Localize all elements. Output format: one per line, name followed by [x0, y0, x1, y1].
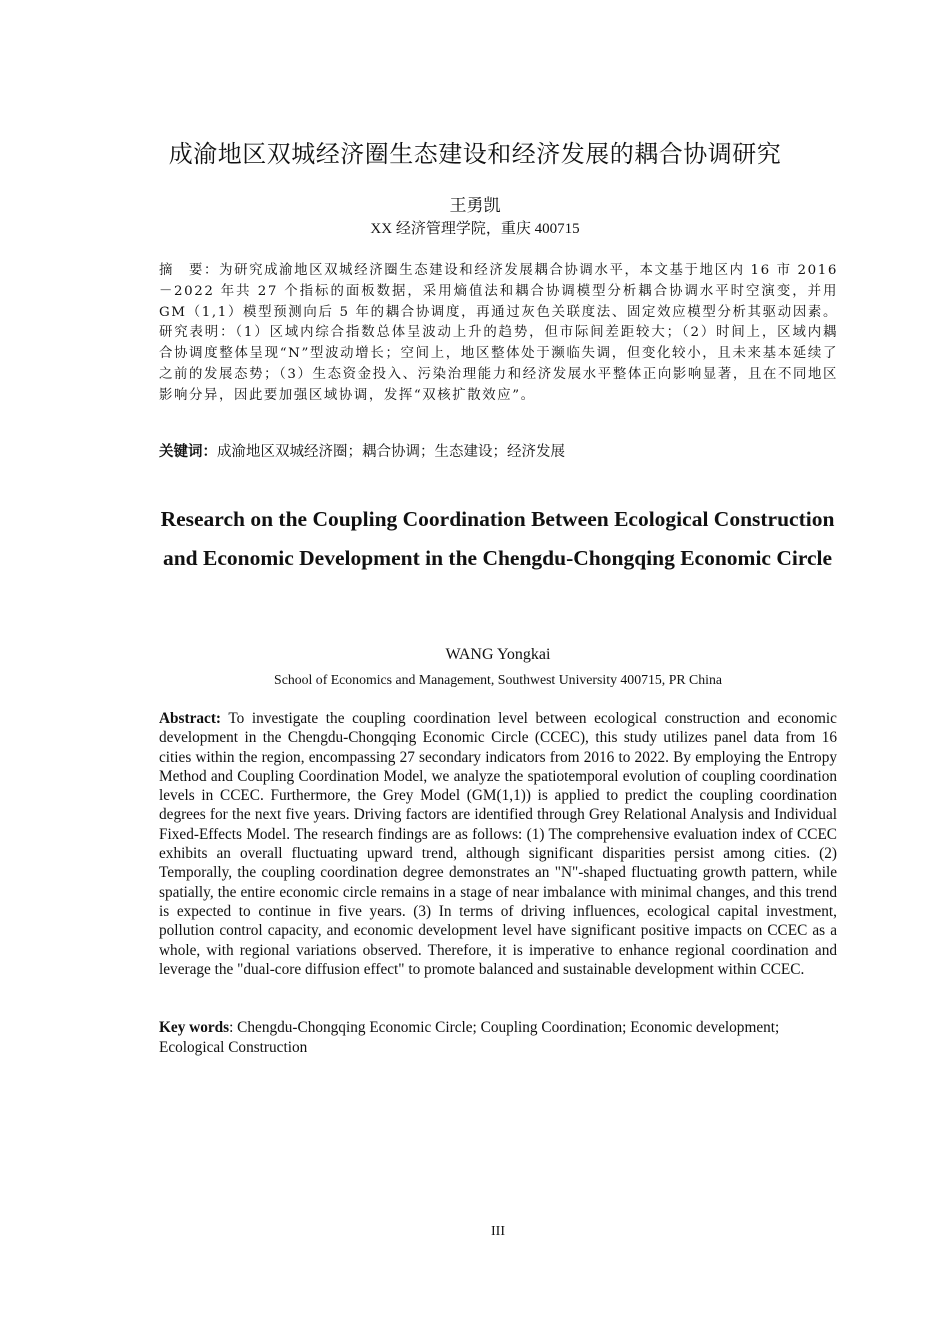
- english-title: Research on the Coupling Coordination Between Ecological Construction and Economic Development in the Chengdu-Chongqing Economic Circle: [160, 507, 835, 570]
- page-number: III: [491, 1224, 505, 1239]
- english-keywords-label: Key words: [159, 1019, 230, 1036]
- chinese-affiliation: XX 经济管理学院，重庆 400715: [370, 221, 580, 237]
- chinese-abstract-text: 为研究成渝地区双城经济圈生态建设和经济发展耦合协调水平，本文基于地区内 16 市 2016－2022 年共 27 个指标的面板数据，采用熵值法和耦合协调模型分析耦合协调水平时空演变，并用 GM（1,1）模型预测向后 5 年的耦合协调度，再通过灰色关联度法、固定效应模型分析其驱动因素。研究表明：（1）区域内综合指数总体呈波动上升的趋势，但市际间差距较大；（2）时间上，区域内耦合协调度整体呈现“N”型波动增长；空间上，地区整体处于濒临失调，但变化较小，且未来基本延续了之前的发展态势；（3）生态资金投入、污染治理能力和经济发展水平整体正向影响显著，且在不同地区影响分异，因此要加强区域协调，发挥“双核扩散效应”。: [159, 263, 838, 403]
- english-abstract-text: To investigate the coupling coordination level between ecological construction and economic development in the Chengdu-Chongqing Economic Circle (CCEC), this study utilizes panel data from 16 cities within the region, encompassing 27 secondary indicators from 2016 to 2022. By employing the Entropy Method and Coupling Coordination Model, we analyze the spatiotemporal evolution of coupling coordination levels in CCEC. Furthermore, the Grey Model (GM(1,1)) is applied to predict the coupling coordination degrees for the next five years. Driving factors are identified through Grey Relational Analysis and Individual Fixed-Effects Model. The research findings are as follows: (1) The comprehensive evaluation index of CCEC exhibits an overall fluctuating upward trend, although significant disparities persist among cities. (2) Temporally, the coupling coordination degree demonstrates an "N"-shaped fluctuating growth pattern, while spatially, the entire economic circle remains in a stage of near imbalance with minimal changes, and this trend is expected to continue in five years. (3) In terms of driving influences, ecological capital investment, pollution control capacity, and economic development level have significant positive impacts on CCEC as a whole, with regional variations observed. Therefore, it is imperative to enhance regional coordination and leverage the "dual-core diffusion effect" to promote balanced and sustainable development within CCEC.: [159, 710, 837, 978]
- chinese-title: 成渝地区双城经济圈生态建设和经济发展的耦合协调研究: [168, 140, 782, 168]
- english-abstract: [159, 709, 837, 979]
- chinese-author: 王勇凯: [449, 196, 501, 216]
- english-keywords: [159, 1018, 839, 1057]
- english-author: WANG Yongkai: [445, 646, 551, 663]
- english-keywords-text: : Chengdu-Chongqing Economic Circle; Coupling Coordination; Economic development; Ecological Construction: [159, 1019, 780, 1056]
- chinese-keywords-label: 关键词：: [159, 444, 217, 460]
- english-affiliation: School of Economics and Management, Southwest University 400715, PR China: [274, 672, 722, 687]
- english-abstract-label: Abstract:: [159, 710, 222, 727]
- chinese-keywords-text: 成渝地区双城经济圈；耦合协调；生态建设；经济发展: [217, 444, 565, 460]
- chinese-keywords: [159, 441, 838, 463]
- chinese-abstract-label: 摘 要：: [159, 263, 220, 278]
- chinese-abstract: [159, 261, 838, 407]
